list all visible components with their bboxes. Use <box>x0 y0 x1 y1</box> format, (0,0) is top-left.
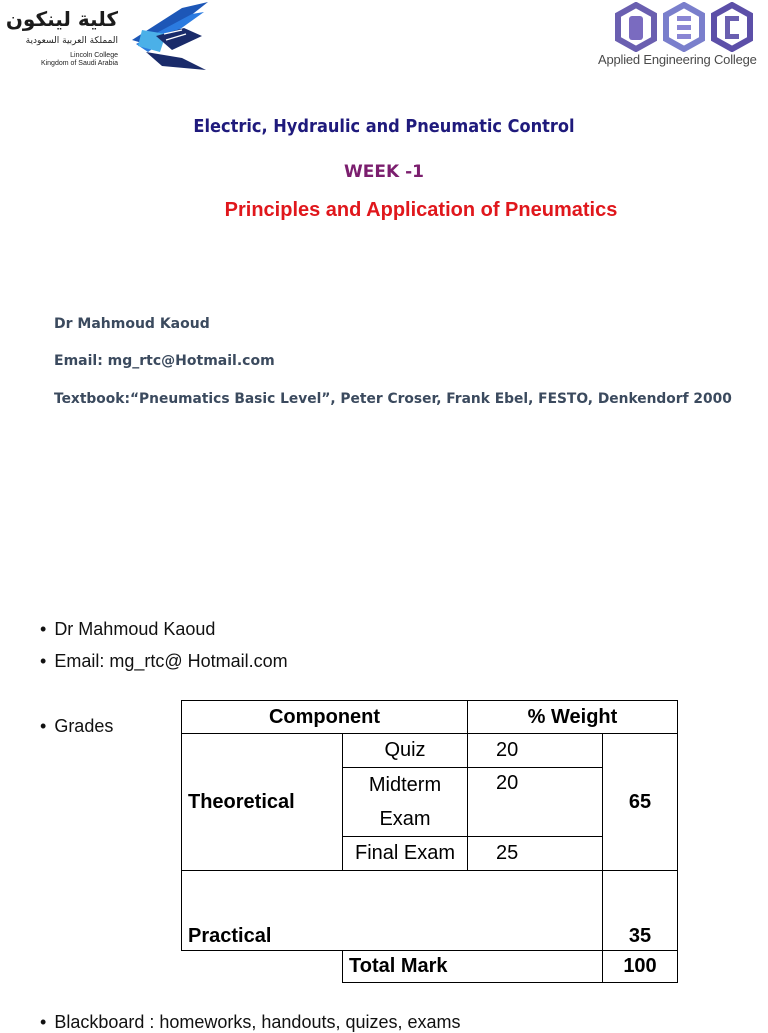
header-weight: % Weight <box>468 701 678 734</box>
week-label: WEEK -1 <box>344 162 424 182</box>
aec-college-name: Applied Engineering College <box>598 52 757 67</box>
quiz-weight: 20 <box>468 734 603 768</box>
total-mark-value: 100 <box>603 951 678 983</box>
instructor-name: Dr Mahmoud Kaoud <box>54 316 210 332</box>
course-title: Electric, Hydraulic and Pneumatic Control <box>193 116 575 137</box>
theoretical-label: Theoretical <box>182 734 343 871</box>
bullet-instructor-email: • Email: mg_rtc@ Hotmail.com <box>40 651 288 672</box>
lincoln-english-country: Kingdom of Saudi Arabia <box>40 60 118 67</box>
midterm-weight: 20 <box>468 768 603 837</box>
instructor-email: Email: mg_rtc@Hotmail.com <box>54 353 275 369</box>
bullet-instructor-name: • Dr Mahmoud Kaoud <box>40 619 215 640</box>
header-component: Component <box>182 701 468 734</box>
practical-total: 35 <box>603 871 678 951</box>
practical-label: Practical <box>182 871 603 951</box>
lincoln-logo-icon <box>122 0 212 72</box>
lincoln-english-name: Lincoln College <box>70 52 118 59</box>
topic-title: Principles and Application of Pneumatics <box>224 199 618 221</box>
total-mark-label: Total Mark <box>343 951 603 983</box>
quiz-label: Quiz <box>343 734 468 768</box>
grades-table <box>181 700 678 983</box>
theoretical-total: 65 <box>603 734 678 871</box>
empty-cell <box>182 951 343 983</box>
lincoln-arabic-name: كلية لينكون <box>5 7 118 31</box>
aec-logo-icon <box>614 2 754 52</box>
bullet-grades: • Grades <box>40 716 113 737</box>
midterm-label: Midterm Exam <box>343 768 468 837</box>
lincoln-arabic-country: المملكة العربية السعودية <box>25 36 118 46</box>
final-exam-weight: 25 <box>468 837 603 871</box>
final-exam-label: Final Exam <box>343 837 468 871</box>
textbook-reference: Textbook:“Pneumatics Basic Level”, Peter Croser, Frank Ebel, FESTO, Denkendorf 2000 <box>54 391 732 407</box>
bullet-blackboard: • Blackboard : homeworks, handouts, quizes, exams <box>40 1012 461 1033</box>
